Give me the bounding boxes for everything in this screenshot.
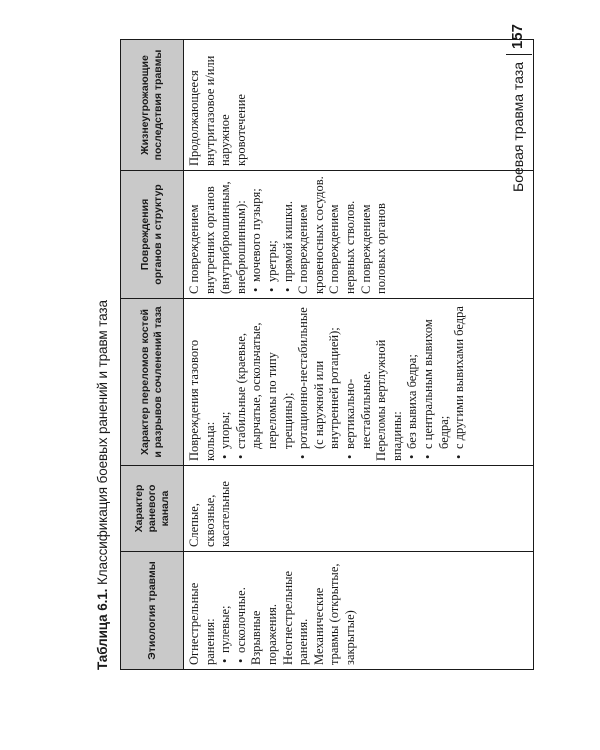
cell-wound-channel xyxy=(184,466,534,552)
etiology-list xyxy=(218,556,249,665)
list-item: • мочевого пузыря; xyxy=(249,175,265,294)
etiology-line: Неогнестрельные ранения. xyxy=(280,570,311,665)
rotated-page-content xyxy=(92,40,562,670)
list-item: • прямой кишки. xyxy=(281,175,297,294)
page-footer xyxy=(506,20,534,520)
table-caption xyxy=(92,40,120,670)
table-row xyxy=(184,40,534,670)
header-fracture-type: Характер переломов костей и разрывов сочленений таза xyxy=(121,299,184,466)
table-header-row xyxy=(121,40,184,670)
table-caption-text: Классификация боевых ранений и травм таза xyxy=(95,300,110,585)
cell-fracture-type xyxy=(184,299,534,466)
etiology-lead: Огнестрельные ранения: xyxy=(187,582,217,665)
header-organ-damage: Повреждения органов и структур xyxy=(121,171,184,299)
life-threatening-text: Продолжающееся внутритазовое и/или наружное кровотечение xyxy=(187,55,248,166)
organ-line: С повреждением нервных стволов. xyxy=(327,200,357,294)
cell-organ-damage xyxy=(184,171,534,299)
list-item: • пулевые; xyxy=(218,556,234,665)
etiology-line: Взрывные поражения. xyxy=(249,603,279,665)
list-item: • упоры; xyxy=(218,303,234,461)
header-etiology: Этиология травмы xyxy=(121,552,184,670)
header-life-threatening: Жизнеугрожающие последствия травмы xyxy=(121,40,184,171)
list-item: • осколочные. xyxy=(234,556,250,665)
header-wound-channel: Характер раневого канала xyxy=(121,466,184,552)
list-item: • с центральным вывихом бедра; xyxy=(421,303,452,461)
organ-line: С повреждением кровеносных сосудов. xyxy=(296,176,326,294)
list-item: • вертикально-нестабильные. xyxy=(343,303,374,461)
list-item: • ротационно-нестабильные (с наружной или внутренней ротацией); xyxy=(296,303,343,461)
list-item: • уретры; xyxy=(265,175,281,294)
classification-table xyxy=(120,39,534,670)
organ-lead: С повреждением внутренних органов (внутрибрюшинным, внебрюшинным): xyxy=(187,181,248,294)
fracture-lead: Повреждения тазового кольца: xyxy=(187,339,217,461)
cell-etiology xyxy=(184,552,534,670)
list-item: • с другими вывихами бедра xyxy=(452,303,468,461)
page-number: 157 xyxy=(509,24,526,50)
wound-channel-text: Слепые, сквозные, касательные xyxy=(187,481,233,547)
running-title: Боевая травма таза xyxy=(510,62,526,192)
list-item: • стабильные (краевые, дырчатые, оскольчатые, переломы по типу трещины); xyxy=(234,303,296,461)
cell-life-threatening xyxy=(184,40,534,171)
etiology-line: Механические травмы (открытые, закрытые) xyxy=(311,563,357,665)
acetabulum-list xyxy=(405,303,467,461)
table-caption-label: Таблица 6.1. xyxy=(95,588,110,670)
organ-list xyxy=(249,175,296,294)
fracture-list xyxy=(218,303,374,461)
acetabulum-lead: Переломы вертлужной впадины: xyxy=(374,339,404,461)
footer-divider xyxy=(506,54,532,55)
list-item: • без вывиха бедра; xyxy=(405,303,421,461)
organ-line: С повреждением половых органов xyxy=(358,203,389,294)
